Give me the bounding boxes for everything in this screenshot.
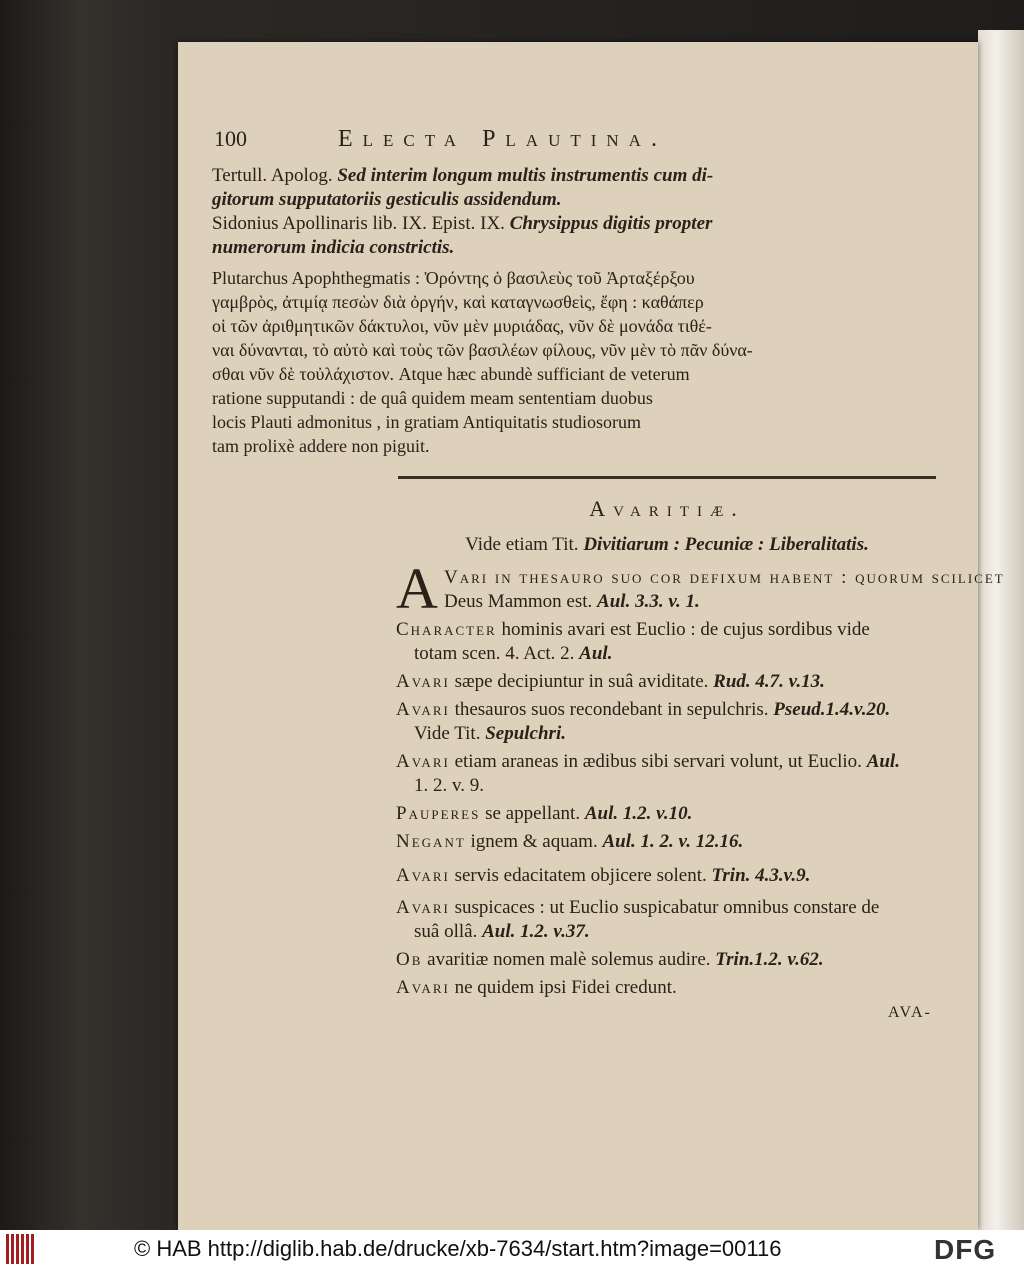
plutarch-block	[212, 266, 952, 458]
drop-capital: A	[396, 556, 438, 621]
entry-3: Avari thesauros suos recondebant in sepulchris. Pseud.1.4.v.20. Vide Tit. Sepulchri.	[396, 699, 891, 744]
text-line: οἱ τῶν ἀριθμητικῶν δάκτυλοι, νῦν μὲν μυριάδας, νῦν δὲ μονάδα τιθέ-	[212, 316, 712, 336]
page-header	[214, 126, 934, 162]
footer-bar	[0, 1230, 1024, 1270]
text-line: ναι δύνανται, τὸ αὐτὸ καὶ τοὺς τῶν βασιλέων φίλους, νῦν μὲν τὸ πᾶν δύνα-	[212, 340, 753, 360]
see-also-line: Vide etiam Tit. Divitiarum : Pecuniæ : Liberalitatis.	[465, 534, 869, 555]
entry-4: Avari etiam araneas in ædibus sibi servari volunt, ut Euclio. Aul. 1. 2. v. 9.	[396, 751, 900, 796]
entry-8: Avari suspicaces : ut Euclio suspicabatur omnibus constare de suâ ollâ. Aul. 1.2. v.37.	[396, 897, 880, 942]
section-rule	[398, 476, 936, 479]
text-line: γαμβρὸς, ἀτιμίᾳ πεσὼν διὰ ὀργήν, καὶ καταγνωσθεὶς, ἔφη : καθάπερ	[212, 292, 704, 312]
dfg-logo: DFG	[934, 1234, 997, 1265]
text-line: locis Plauti admonitus , in gratiam Antiquitatis studiosorum	[212, 412, 641, 432]
section-title: Avaritiæ.	[589, 496, 745, 521]
citations-block	[212, 164, 952, 260]
entry-9: Ob avaritiæ nomen malè solemus audire. Trin.1.2. v.62.	[396, 949, 824, 970]
entry-1: Character hominis avari est Euclio : de cujus sordibus vide totam scen. 4. Act. 2. Aul.	[396, 619, 870, 664]
citation-line: numerorum indicia constrictis.	[212, 237, 455, 258]
text-line: ratione supputandi : de quâ quidem meam sententiam duobus	[212, 388, 653, 408]
text-line: σθαι νῦν δὲ τοὐλάχιστον. Atque hæc abundè sufficiant de veterum	[212, 364, 690, 384]
entry-7: Avari servis edacitatem objicere solent. Trin. 4.3.v.9.	[396, 865, 811, 886]
running-head: Electa Plautina.	[338, 126, 667, 152]
citation-line: gitorum supputatoriis gesticulis assidendum.	[212, 189, 562, 210]
entry-6: Negant ignem & aquam. Aul. 1. 2. v. 12.16.	[396, 831, 744, 852]
footer-url[interactable]: © HAB http://diglib.hab.de/drucke/xb-7634/start.htm?image=00116	[134, 1236, 782, 1261]
text-line: Plutarchus Apophthegmatis : Ὀρόντης ὁ βασιλεὺς τοῦ Ἀρταξέρξου	[212, 268, 695, 288]
citation-line: Tertull. Apolog. Sed interim longum multis instrumentis cum di-	[212, 165, 714, 186]
entry-5: Pauperes se appellant. Aul. 1.2. v.10.	[396, 803, 693, 824]
entry-2: Avari sæpe decipiuntur in suâ aviditate. Rud. 4.7. v.13.	[396, 671, 825, 692]
page-number: 100	[214, 126, 247, 151]
citation-line: Sidonius Apollinaris lib. IX. Epist. IX. Chrysippus digitis propter	[212, 213, 713, 234]
text-line: tam prolixè addere non piguit.	[212, 436, 430, 456]
catchword: AVA-	[888, 1004, 932, 1021]
entry-10: Avari ne quidem ipsi Fidei credunt.	[396, 977, 677, 998]
entry-0: Vari in thesauro suo cor defixum habent : quorum scilicet Deus Mammon est. Aul. 3.3. v. 1.	[444, 567, 1005, 612]
hab-logo-icon	[6, 1234, 36, 1264]
